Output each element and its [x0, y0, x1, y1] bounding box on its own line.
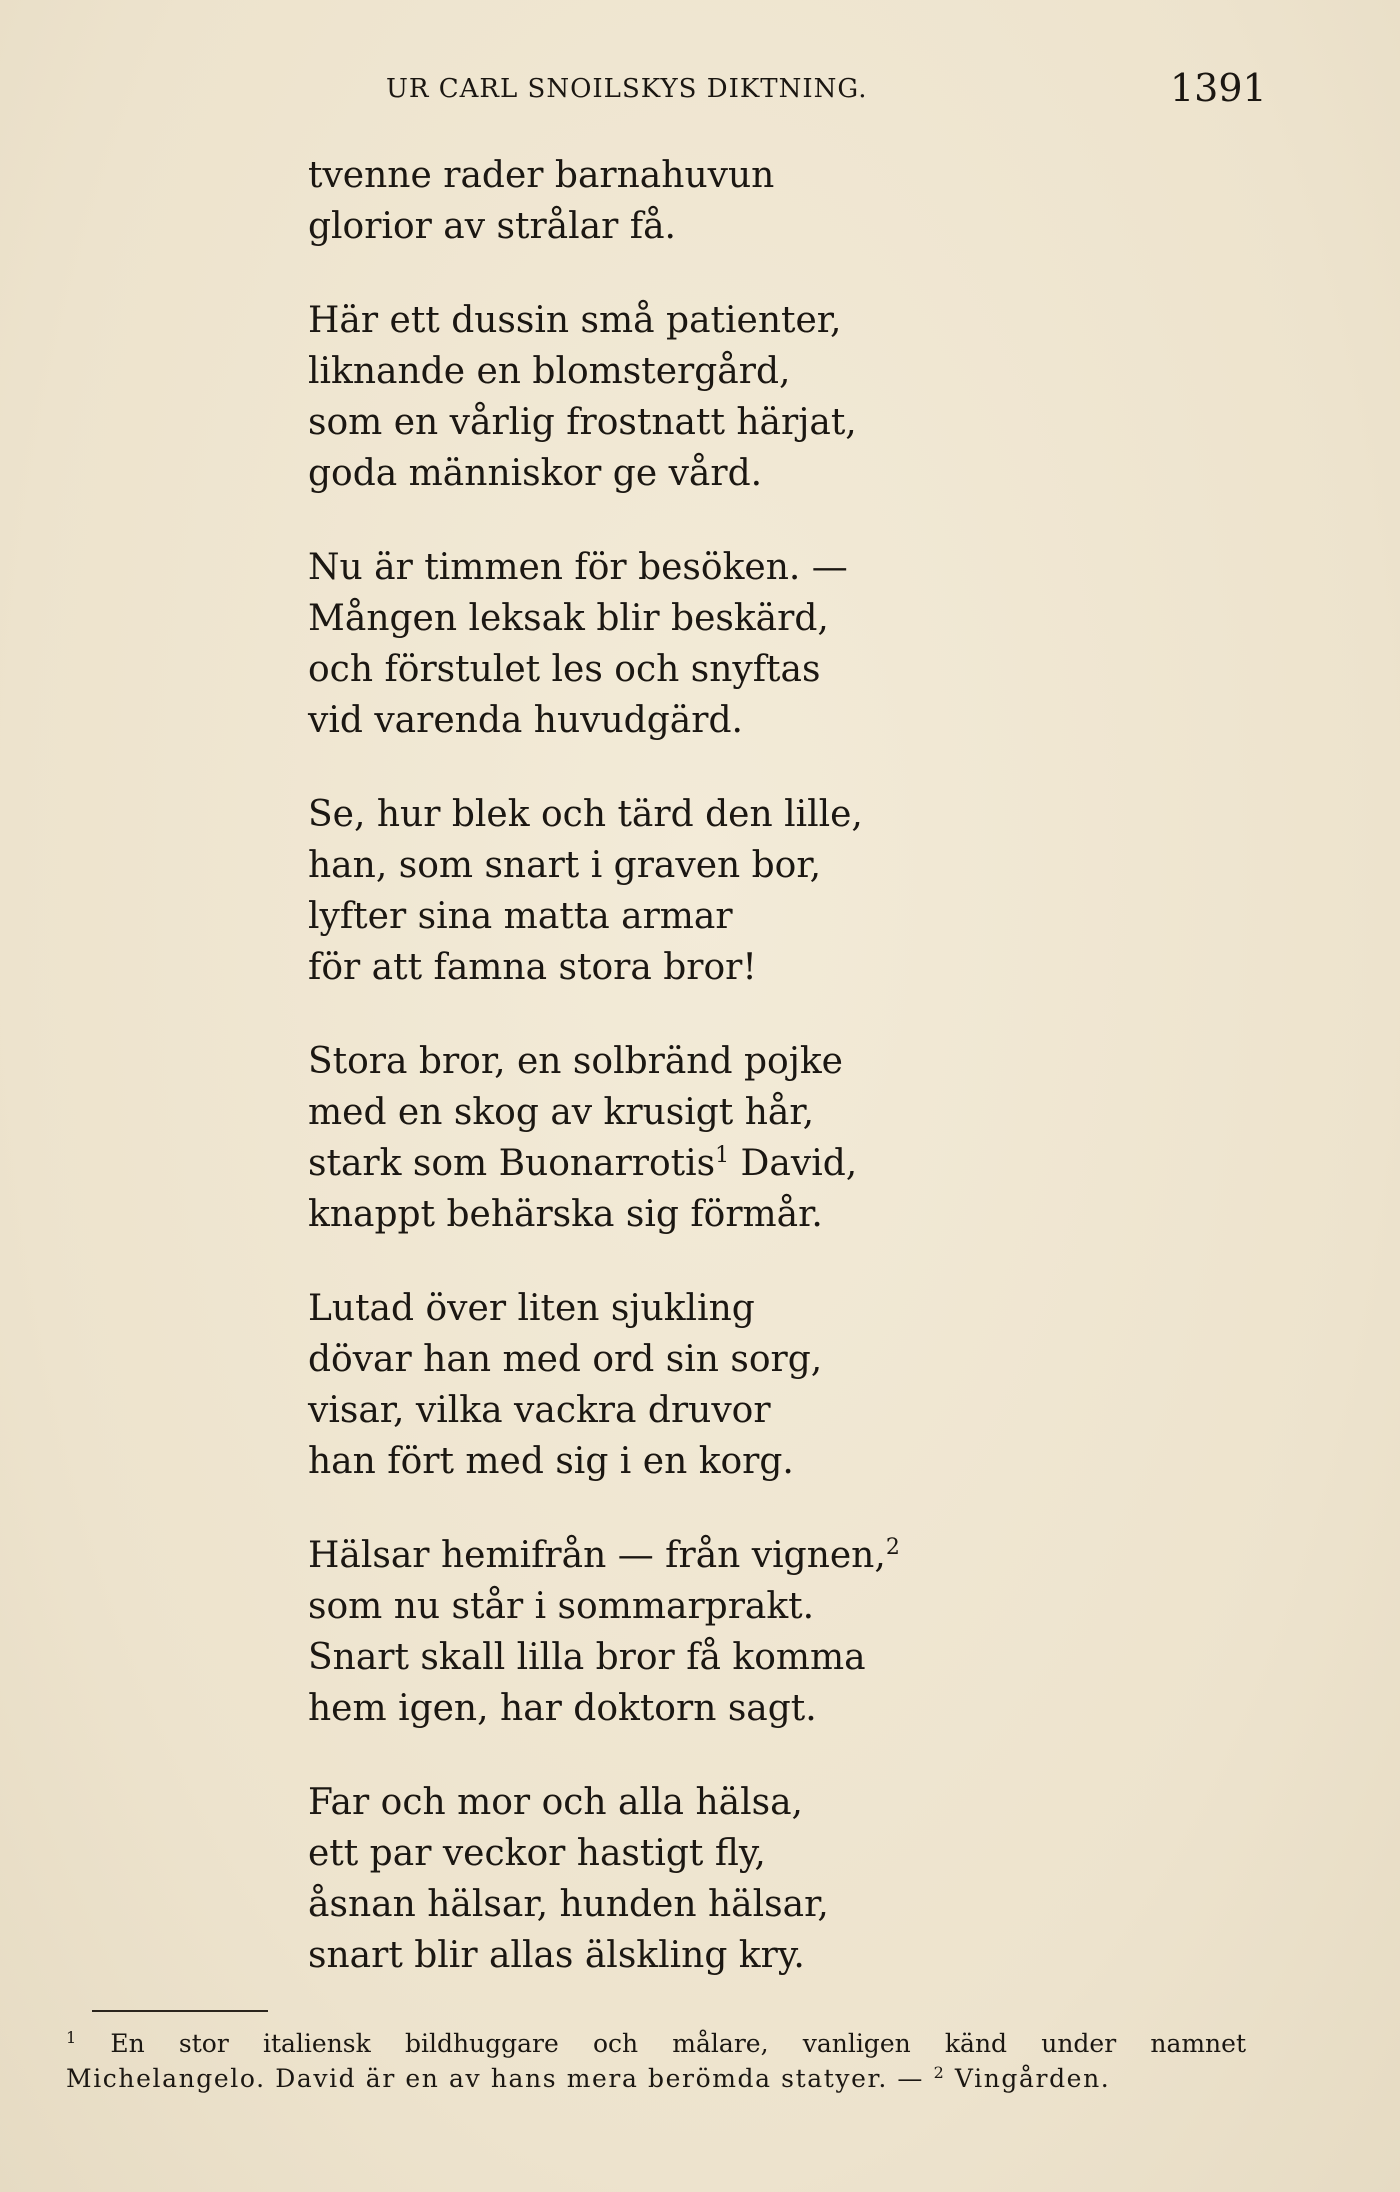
verse-line: snart blir allas älskling kry.	[308, 1935, 805, 1976]
verse-line: och förstulet les och snyftas	[308, 649, 821, 690]
verse-line: Lutad över liten sjukling	[308, 1288, 755, 1329]
verse-line: hem igen, har doktorn sagt.	[308, 1688, 817, 1729]
verse-line: knappt behärska sig förmår.	[308, 1194, 823, 1235]
page-number: 1391	[1170, 66, 1267, 110]
verse-line: visar, vilka vackra druvor	[308, 1390, 771, 1431]
footnote-1-line-2	[66, 2061, 1246, 2096]
verse-line: vid varenda huvudgärd.	[308, 700, 743, 741]
verse-line: Snart skall lilla bror få komma	[308, 1637, 866, 1678]
footnotes	[66, 2026, 1246, 2096]
verse-line: tvenne rader barnahuvun	[308, 155, 775, 196]
verse-line: Se, hur blek och tärd den lille,	[308, 794, 863, 835]
verse-line-with-footnote	[308, 1530, 1308, 1581]
stanza-1	[308, 150, 1308, 252]
verse-text: Hälsar hemifrån — från vignen,	[308, 1535, 886, 1576]
verse-text-tail: David,	[729, 1143, 858, 1184]
verse-line: Mången leksak blir beskärd,	[308, 598, 829, 639]
verse-line-with-footnote	[308, 1138, 1308, 1189]
stanza-4	[308, 789, 1308, 993]
verse-line: med en skog av krusigt hår,	[308, 1092, 815, 1133]
verse-line: Stora bror, en solbränd pojke	[308, 1041, 843, 1082]
stanza-5	[308, 1036, 1308, 1240]
verse-line: som nu står i sommarprakt.	[308, 1586, 815, 1627]
footnote-marker-1: 1	[715, 1143, 730, 1168]
verse-line: Far och mor och alla hälsa,	[308, 1782, 803, 1823]
running-head: UR CARL SNOILSKYS DIKTNING.	[386, 74, 868, 104]
verse-line: liknande en blomstergård,	[308, 351, 791, 392]
poem	[308, 150, 1308, 1981]
verse-line: ett par veckor hastigt fly,	[308, 1833, 766, 1874]
verse-line: som en vårlig frostnatt härjat,	[308, 402, 857, 443]
verse-line: han, som snart i graven bor,	[308, 845, 822, 886]
stanza-3	[308, 542, 1308, 746]
footnote-2-text: Vingården.	[954, 2064, 1111, 2093]
verse-line: Nu är timmen för besöken. —	[308, 547, 848, 588]
verse-line: lyfter sina matta armar	[308, 896, 733, 937]
verse-line: goda människor ge vård.	[308, 453, 763, 494]
footnote-1-marker: 1	[66, 2028, 77, 2047]
footnote-1-text: En stor italiensk bildhuggare och målare, vanligen känd under namnet	[110, 2029, 1247, 2058]
verse-line: åsnan hälsar, hunden hälsar,	[308, 1884, 829, 1925]
verse-line: dövar han med ord sin sorg,	[308, 1339, 823, 1380]
verse-line: glorior av strålar få.	[308, 206, 676, 247]
stanza-7	[308, 1530, 1308, 1734]
stanza-8	[308, 1777, 1308, 1981]
verse-line: Här ett dussin små patienter,	[308, 300, 842, 341]
footnote-rule	[92, 2010, 268, 2012]
verse-line: han fört med sig i en korg.	[308, 1441, 794, 1482]
verse-line: för att famna stora bror!	[308, 947, 757, 988]
footnote-2-marker: 2	[933, 2063, 946, 2082]
verse-text: stark som Buonarrotis	[308, 1143, 716, 1184]
footnote-1-line-1	[66, 2026, 1246, 2061]
stanza-6	[308, 1283, 1308, 1487]
footnote-marker-2: 2	[885, 1535, 900, 1560]
stanza-2	[308, 295, 1308, 499]
footnote-1-continuation: Michelangelo. David är en av hans mera berömda statyer. —	[66, 2064, 925, 2093]
